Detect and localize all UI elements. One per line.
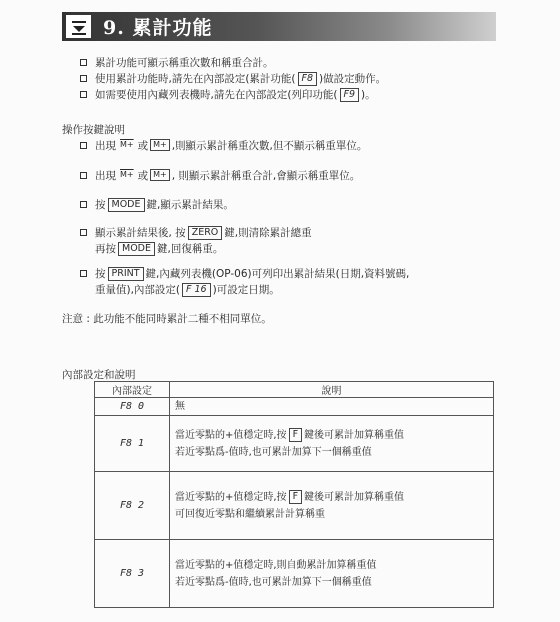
col-code-header: 內部設定 bbox=[95, 382, 170, 398]
settings-table bbox=[94, 381, 494, 608]
setting-code: F8 2 bbox=[95, 472, 170, 540]
table-row bbox=[95, 472, 494, 540]
page-title: 9. 累計功能 bbox=[103, 17, 213, 39]
col-desc-header: 說明 bbox=[170, 382, 494, 398]
setting-desc: 當近零點的+值穩定時,按 F 鍵後可累計加算稱重值 若近零點爲-值時,也可累計加算下一個稱重值 bbox=[170, 416, 494, 472]
m-plus-indicator: M+ bbox=[120, 140, 134, 149]
ops-item: 按 MODE 鍵,顯示累計結果。 bbox=[80, 197, 234, 213]
ops-item: 顯示累計結果後, 按 ZERO 鍵,則清除累計總重 再按 MODE 鍵,回復稱重。 bbox=[80, 225, 312, 257]
m-plus-key: M+ bbox=[150, 169, 170, 181]
intro-item: 累計功能可顯示稱重次數和稱重合計。 bbox=[80, 55, 274, 71]
table-header-row bbox=[95, 382, 494, 398]
zero-key: ZERO bbox=[188, 226, 223, 240]
setting-code: F8 3 bbox=[95, 540, 170, 608]
table-row bbox=[95, 540, 494, 608]
table-row bbox=[95, 398, 494, 416]
key-f8: F8 bbox=[298, 72, 318, 86]
setting-code: F8 1 bbox=[95, 416, 170, 472]
mode-key: MODE bbox=[108, 198, 145, 212]
ops-item: 按 PRINT 鍵,內藏列表機(OP-06)可列印出累計結果(日期,資料號碼, 重量值),內部設定( F 16 )可設定日期。 bbox=[80, 266, 409, 298]
f-key: F bbox=[289, 428, 302, 442]
key-f9: F9 bbox=[340, 88, 360, 102]
f-key: F bbox=[289, 490, 302, 504]
m-plus-key: M+ bbox=[150, 139, 170, 151]
mode-key: MODE bbox=[118, 242, 155, 256]
key-f16: F 16 bbox=[182, 283, 211, 297]
intro-item: 如需要使用內藏列表機時,請先在內部設定(列印功能( F9 )。 bbox=[80, 87, 376, 103]
setting-code: F8 0 bbox=[95, 398, 170, 416]
setting-desc: 當近零點的+值穩定時,按 F 鍵後可累計加算稱重值 可回復近零點和繼續累計計算稱重 bbox=[170, 472, 494, 540]
ops-item: 出現 M+ 或 M+ , 則顯示累計稱重合計,會顯示稱重單位。 bbox=[80, 168, 360, 184]
settings-heading: 內部設定和說明 bbox=[62, 369, 136, 381]
setting-desc: 當近零點的+值穩定時,則自動累計加算稱重值 若近零點爲-值時,也可累計加算下一個稱重值 bbox=[170, 540, 494, 608]
ops-heading: 操作按鍵說明 bbox=[62, 124, 125, 136]
book-arrow-icon bbox=[66, 15, 91, 38]
setting-desc: 無 bbox=[170, 398, 494, 416]
section-header bbox=[62, 12, 496, 41]
table-row bbox=[95, 416, 494, 472]
note-text: 注意 : 此功能不能同時累計二種不相同單位。 bbox=[62, 313, 272, 325]
m-plus-indicator: M+ bbox=[120, 170, 134, 179]
intro-item: 使用累計功能時,請先在內部設定(累計功能( F8 )做設定動作。 bbox=[80, 71, 386, 87]
print-key: PRINT bbox=[108, 267, 144, 281]
ops-item: 出現 M+ 或 M+ ,則顯示累計稱重次數,但不顯示稱重單位。 bbox=[80, 138, 367, 154]
